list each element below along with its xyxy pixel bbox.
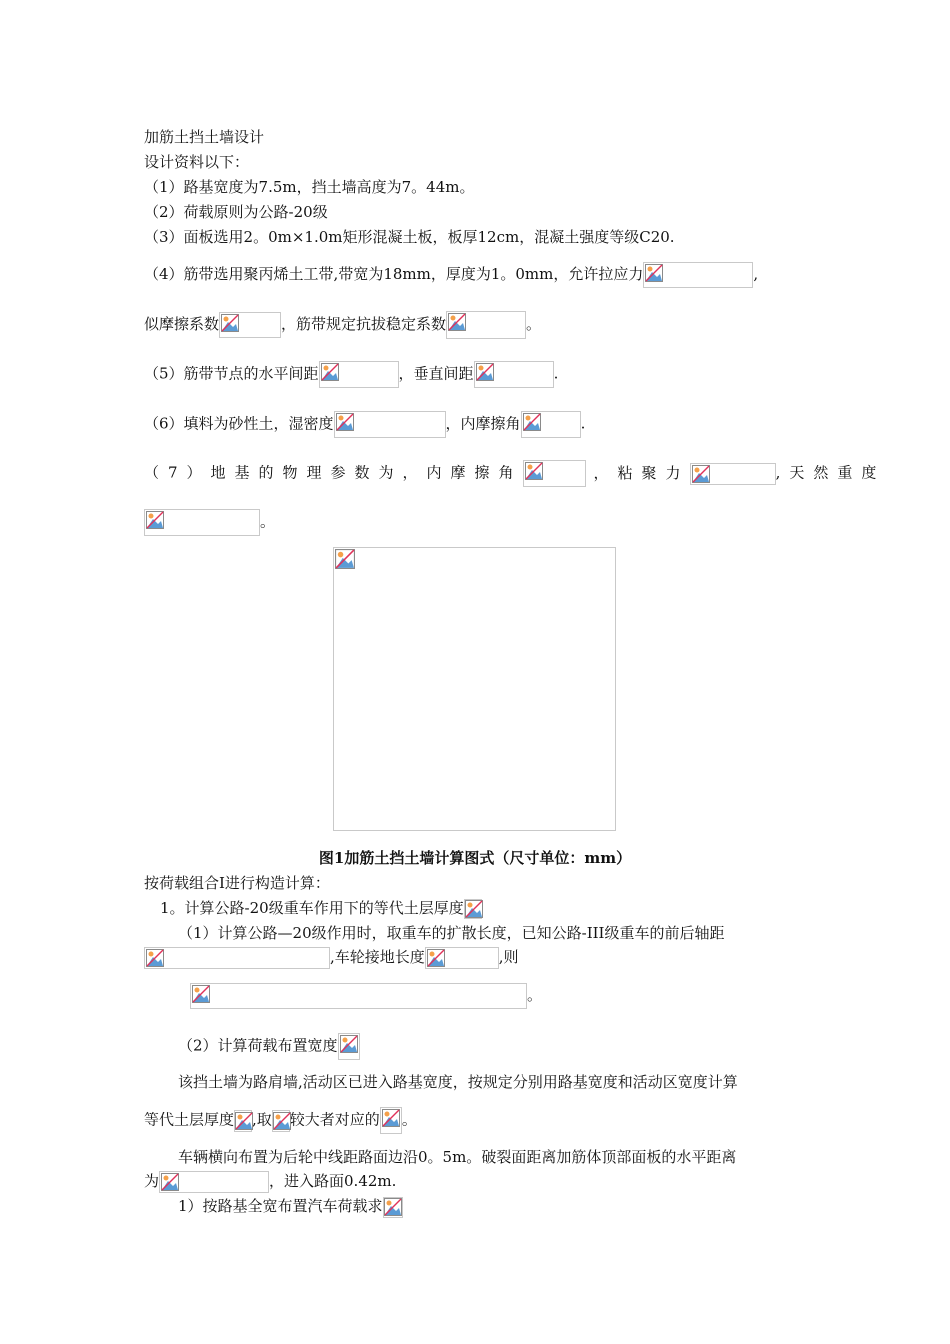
step-1-1: （1）计算公路—20级作用时，取重车的扩散长度，已知公路-III级重车的前后轴距 [178,924,725,942]
paragraph-2: 等代土层厚度 ,取 较大者对应的 。 [144,1107,417,1134]
formula-image-placeholder [159,1171,269,1193]
formula-image-placeholder [144,947,330,969]
step-1-2: （2）计算荷载布置宽度 [178,1033,360,1060]
broken-image-icon [382,1109,400,1127]
item-2: （2）荷载原则为公路-20级 [144,203,328,221]
broken-image-icon [476,363,494,381]
broken-image-icon [384,1198,402,1216]
broken-image-icon [427,949,445,967]
broken-image-icon [235,1112,253,1130]
broken-image-icon [692,465,710,483]
formula-image-placeholder [219,312,281,338]
broken-image-icon [321,363,339,381]
formula-image-placeholder [380,1107,402,1134]
formula-image-placeholder [521,411,581,438]
paragraph-4: 为 ，进入路面0.42m. [144,1170,396,1193]
formula-image-placeholder [446,311,526,339]
formula-image-placeholder [474,361,554,388]
figure-image-placeholder [333,547,616,831]
broken-image-icon [340,1035,358,1053]
intro-line: 设计资料以下： [144,153,250,171]
formula-image-placeholder [334,411,446,438]
figure-caption: 图1加筋土挡土墙计算图式（尺寸单位：mm） [318,849,632,867]
item-3: （3）面板选用2。0m×1.0m矩形混凝土板，板厚12cm，混凝土强度等级C20. [144,228,675,246]
broken-image-icon [645,264,663,282]
broken-image-icon [335,549,355,569]
paragraph-5: 1）按路基全宽布置汽车荷载求 [178,1195,403,1218]
item-7-line2: 。 [144,509,275,536]
broken-image-icon [146,511,164,529]
formula-image-placeholder [272,1110,290,1132]
step-1-1-cont: ,车轮接地长度 ,则 [144,946,519,969]
formula-image-placeholder [144,509,260,536]
broken-image-icon [273,1112,291,1130]
broken-image-icon [192,985,210,1003]
calc-heading: 按荷载组合Ⅰ进行构造计算： [144,874,330,892]
item-4-line2: 似摩擦系数 ，筋带规定抗拔稳定系数 。 [144,311,541,339]
item-4-line1: （4）筋带选用聚丙烯土工带,带宽为18mm，厚度为1。0mm，允许拉应力 , [144,262,758,288]
broken-image-icon [525,462,543,480]
broken-image-icon [336,413,354,431]
formula-image-placeholder [690,463,776,485]
formula-image-placeholder [338,1033,360,1060]
paragraph-1: 该挡土墙为路肩墙,活动区已进入路基宽度，按规定分别用路基宽度和活动区宽度计算 [178,1073,738,1091]
formula-image-placeholder [190,983,527,1009]
step-1-1-formula: 。 [190,983,542,1009]
formula-image-placeholder [234,1110,252,1132]
formula-image-placeholder [523,460,586,487]
broken-image-icon [448,313,466,331]
paragraph-3: 车辆横向布置为后轮中线距路面边沿0。5m。破裂面距离加筋体顶部面板的水平距离 [178,1148,737,1166]
step-1: 1。计算公路-20级重车作用下的等代土层厚度 [160,897,482,919]
item-6: （6）填料为砂性土，湿密度 ，内摩擦角 . [144,411,585,438]
broken-image-icon [146,949,164,967]
doc-title: 加筋土挡土墙设计 [144,128,265,146]
formula-image-placeholder [383,1197,403,1218]
broken-image-icon [221,314,239,332]
formula-image-placeholder [425,947,499,969]
broken-image-icon [161,1173,179,1191]
item-7-line1: （7）地基的物理参数为，内摩擦角 ，粘聚力 ,天然重度 [144,460,885,487]
formula-image-placeholder [643,262,753,288]
item-5: （5）筋带节点的水平间距 ，垂直间距 . [144,361,558,388]
broken-image-icon [465,900,483,918]
broken-image-icon [523,413,541,431]
formula-image-placeholder [319,361,399,388]
formula-image-placeholder [464,899,482,919]
item-1: （1）路基宽度为7.5m，挡土墙高度为7。44m。 [144,178,475,196]
